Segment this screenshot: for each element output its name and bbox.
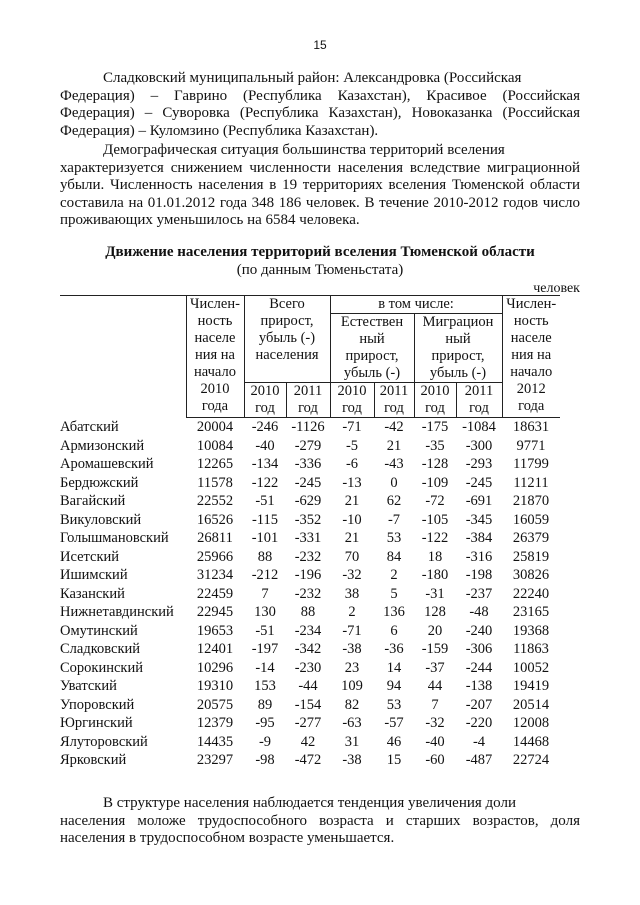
territory-name: Вагайский bbox=[60, 493, 126, 509]
territory-name: Бердюжский bbox=[60, 474, 139, 491]
table-cell: -14 bbox=[255, 659, 275, 676]
table-cell: 14468 bbox=[512, 733, 550, 750]
page-number: 15 bbox=[313, 38, 327, 52]
table-cell: -42 bbox=[384, 419, 404, 435]
table-cell: -40 bbox=[425, 733, 445, 750]
table-cell: 16526 bbox=[196, 511, 234, 528]
table-row bbox=[60, 603, 560, 622]
table-cell: 38 bbox=[344, 585, 360, 602]
table-cell: 20575 bbox=[196, 696, 234, 713]
table-row bbox=[60, 659, 560, 678]
table-cell: -44 bbox=[298, 678, 318, 694]
table-cell: -10 bbox=[342, 511, 362, 528]
table-cell: -6 bbox=[345, 456, 359, 472]
table-cell: 11863 bbox=[513, 641, 549, 657]
table-cell: -245 bbox=[294, 474, 322, 491]
table-cell: 19653 bbox=[196, 622, 234, 639]
table-body bbox=[60, 418, 560, 770]
table-cell: 70 bbox=[344, 548, 360, 565]
table-cell: -138 bbox=[465, 678, 493, 694]
territory-name: Сладковский bbox=[60, 641, 141, 657]
table-cell: 88 bbox=[300, 604, 316, 620]
header-natural-growth: Естествен ный прирост, убыль (-) bbox=[330, 314, 414, 383]
header-migration-2010: 2010 год bbox=[414, 383, 456, 418]
table-cell: 22945 bbox=[196, 604, 234, 620]
table-cell: -1126 bbox=[291, 419, 325, 435]
table-cell: -38 bbox=[342, 752, 362, 768]
table-cell: 88 bbox=[257, 548, 273, 565]
table-cell: 20 bbox=[427, 622, 443, 639]
table-cell: -57 bbox=[384, 715, 404, 731]
table-cell: 25966 bbox=[196, 548, 234, 565]
table-cell: -691 bbox=[465, 493, 493, 509]
table-title: Движение населения территорий вселения Тюменской области bbox=[105, 244, 535, 260]
table-cell: 23297 bbox=[196, 752, 234, 768]
table-cell: -105 bbox=[421, 511, 449, 528]
table-cell: 14435 bbox=[196, 733, 234, 750]
table-cell: -9 bbox=[258, 733, 272, 750]
territory-name: Сорокинский bbox=[60, 659, 143, 676]
table-cell: -196 bbox=[294, 567, 322, 583]
table-cell: -240 bbox=[465, 622, 493, 639]
header-total-growth: Всего прирост, убыль (-) населения bbox=[244, 296, 330, 383]
table-cell: 22552 bbox=[196, 493, 234, 509]
table-cell: -51 bbox=[255, 493, 275, 509]
table-cell: 26379 bbox=[512, 530, 550, 546]
table-cell: -35 bbox=[425, 437, 445, 454]
table-row bbox=[60, 696, 560, 715]
table-row bbox=[60, 585, 560, 604]
table-cell: 22724 bbox=[512, 752, 550, 768]
table-row bbox=[60, 437, 560, 456]
table-cell: -101 bbox=[251, 530, 279, 546]
table-cell: -13 bbox=[342, 474, 362, 491]
table-cell: -293 bbox=[465, 456, 493, 472]
table-cell: -316 bbox=[465, 548, 493, 565]
header-total-2010: 2010 год bbox=[244, 383, 286, 418]
text-line: Федерация) – Куломзино (Республика Казахстан). bbox=[60, 122, 379, 139]
table-cell: 19368 bbox=[512, 622, 550, 639]
table-row bbox=[60, 714, 560, 733]
header-migration-2011: 2011 год bbox=[456, 383, 502, 418]
table-cell: -122 bbox=[251, 474, 279, 491]
table-cell: 14 bbox=[386, 659, 402, 676]
table-cell: -244 bbox=[465, 659, 493, 676]
table-cell: -279 bbox=[294, 437, 322, 454]
table-cell: -232 bbox=[294, 548, 322, 565]
table-cell: -71 bbox=[342, 622, 362, 639]
text-line: В структуре населения наблюдается тенденция увеличения доли bbox=[103, 795, 516, 811]
table-cell: 62 bbox=[386, 493, 402, 509]
table-cell: -300 bbox=[465, 437, 493, 454]
table-cell: -345 bbox=[465, 511, 493, 528]
table-cell: 21870 bbox=[512, 493, 550, 509]
table-cell: 10296 bbox=[196, 659, 234, 676]
table-cell: -72 bbox=[425, 493, 445, 509]
table-cell: -220 bbox=[465, 715, 493, 731]
text-line: Федерация) – Гаврино (Республика Казахстан), Красивое (Российская bbox=[60, 87, 580, 104]
table-cell: -246 bbox=[251, 419, 279, 435]
table-cell: 21 bbox=[386, 437, 402, 454]
table-cell: 12265 bbox=[196, 456, 234, 472]
table-cell: 128 bbox=[424, 604, 446, 620]
table-cell: -51 bbox=[255, 622, 275, 639]
table-cell: -230 bbox=[294, 659, 322, 676]
table-row bbox=[60, 529, 560, 548]
table-subtitle: (по данным Тюменьстата) bbox=[236, 262, 404, 278]
table-cell: -32 bbox=[425, 715, 445, 731]
paragraph-district-villages bbox=[60, 70, 580, 140]
territory-name: Упоровский bbox=[60, 696, 135, 713]
territory-name: Аромашевский bbox=[60, 456, 154, 472]
text-line: населения моложе трудоспособного возраста и старших возрастов, доля bbox=[60, 812, 580, 829]
territory-name: Викуловский bbox=[60, 511, 142, 528]
text-line: Федерация) – Суворовка (Республика Казахстан), Новоказанка (Российская bbox=[60, 105, 580, 122]
table-cell: -154 bbox=[294, 696, 322, 713]
table-cell: 6 bbox=[390, 622, 398, 639]
table-cell: -95 bbox=[255, 715, 275, 731]
territory-name: Голышмановский bbox=[60, 530, 169, 546]
table-row bbox=[60, 677, 560, 696]
text-line: составила на 01.01.2012 года 348 186 человек. В течение 2010-2012 годов число bbox=[60, 194, 580, 211]
header-population-start: Числен- ность населе ния на начало 2010 года bbox=[186, 296, 244, 418]
table-cell: -37 bbox=[425, 659, 445, 676]
table-cell: 10084 bbox=[196, 437, 234, 454]
table-cell: -384 bbox=[465, 530, 493, 546]
header-total-2011: 2011 год bbox=[286, 383, 330, 418]
table-cell: -7 bbox=[387, 511, 401, 528]
table-cell: 11211 bbox=[513, 474, 549, 491]
table-cell: 18 bbox=[427, 548, 443, 565]
table-cell: -336 bbox=[294, 456, 322, 472]
table-cell: 136 bbox=[383, 604, 405, 620]
table-cell: -38 bbox=[342, 641, 362, 657]
table-cell: 2 bbox=[390, 567, 398, 583]
table-cell: -237 bbox=[465, 585, 493, 602]
table-cell: 18631 bbox=[512, 419, 550, 435]
table-cell: -71 bbox=[342, 419, 362, 435]
header-including: в том числе: bbox=[330, 296, 502, 314]
table-row bbox=[60, 751, 560, 770]
table-cell: -342 bbox=[294, 641, 322, 657]
table-cell: 94 bbox=[386, 678, 402, 694]
header-natural-2010: 2010 год bbox=[330, 383, 374, 418]
table-cell: 20514 bbox=[512, 696, 550, 713]
table-cell: -4 bbox=[472, 733, 486, 750]
table-cell: -180 bbox=[421, 567, 449, 583]
table-cell: 26811 bbox=[197, 530, 233, 546]
table-cell: -212 bbox=[251, 567, 279, 583]
table-cell: 5 bbox=[390, 585, 398, 602]
table-row bbox=[60, 511, 560, 530]
table-cell: 7 bbox=[261, 585, 269, 602]
table-cell: 12008 bbox=[512, 715, 550, 731]
table-cell: -232 bbox=[294, 585, 322, 602]
table-row bbox=[60, 492, 560, 511]
table-cell: 30826 bbox=[512, 567, 550, 583]
table-cell: 10052 bbox=[512, 659, 550, 676]
territory-name: Ялуторовский bbox=[60, 733, 148, 750]
table-cell: 9771 bbox=[516, 437, 546, 454]
territory-name: Юргинский bbox=[60, 715, 133, 731]
territory-name: Нижнетавдинский bbox=[60, 604, 174, 620]
table-cell: 31234 bbox=[196, 567, 234, 583]
table-cell: -1084 bbox=[462, 419, 496, 435]
table-cell: 2 bbox=[348, 604, 356, 620]
table-cell: 25819 bbox=[512, 548, 550, 565]
table-cell: -115 bbox=[251, 511, 279, 528]
table-cell: -5 bbox=[345, 437, 359, 454]
table-cell: 109 bbox=[341, 678, 363, 694]
table-cell: -207 bbox=[465, 696, 493, 713]
table-cell: 0 bbox=[390, 474, 398, 491]
text-line: характеризуется снижением численности населения вследствие миграционной bbox=[60, 159, 580, 176]
territory-name: Исетский bbox=[60, 548, 120, 565]
table-cell: -134 bbox=[251, 456, 279, 472]
table-cell: -36 bbox=[384, 641, 404, 657]
table-cell: 23 bbox=[344, 659, 360, 676]
table-cell: 84 bbox=[386, 548, 402, 565]
territory-name: Абатский bbox=[60, 418, 119, 435]
territory-name: Уватский bbox=[60, 678, 117, 694]
header-migration-growth: Миграцион ный прирост, убыль (-) bbox=[414, 314, 502, 383]
table-cell: 22459 bbox=[196, 585, 234, 602]
territory-name: Ярковский bbox=[60, 752, 127, 768]
text-line: населения в трудоспособном возрасте уменьшается. bbox=[60, 830, 395, 847]
header-population-end: Числен- ность населе ния на начало 2012 года bbox=[502, 296, 560, 418]
table-cell: -60 bbox=[425, 752, 445, 768]
table-row bbox=[60, 566, 560, 585]
territory-name: Ишимский bbox=[60, 567, 128, 583]
table-row bbox=[60, 418, 560, 437]
text-line: проживающих уменьшилось на 6584 человека. bbox=[60, 212, 360, 229]
table-cell: 19419 bbox=[512, 678, 550, 694]
table-cell: 12379 bbox=[196, 715, 234, 731]
table-units: человек bbox=[533, 281, 580, 296]
table-title-block bbox=[0, 243, 640, 279]
table-row bbox=[60, 548, 560, 567]
table-cell: 21 bbox=[344, 530, 360, 546]
table-cell: -629 bbox=[294, 493, 322, 509]
territory-name: Омутинский bbox=[60, 622, 138, 639]
table-row bbox=[60, 622, 560, 641]
table-row bbox=[60, 640, 560, 659]
table-cell: -122 bbox=[421, 530, 449, 546]
table-cell: 23165 bbox=[512, 604, 550, 620]
text-line: Демографическая ситуация большинства территорий вселения bbox=[103, 142, 505, 158]
table-cell: 130 bbox=[254, 604, 276, 620]
table-cell: -487 bbox=[465, 752, 493, 768]
paragraph-structure bbox=[60, 795, 580, 848]
table-cell: 12401 bbox=[196, 641, 234, 657]
table-cell: -48 bbox=[469, 604, 489, 620]
table-cell: -128 bbox=[421, 456, 449, 472]
table-cell: 16059 bbox=[512, 511, 550, 528]
header-territory bbox=[60, 296, 186, 418]
table-cell: 15 bbox=[386, 752, 402, 768]
table-cell: -31 bbox=[425, 585, 445, 602]
table-cell: 82 bbox=[344, 696, 360, 713]
table-cell: -277 bbox=[294, 715, 322, 731]
table-cell: 153 bbox=[254, 678, 276, 694]
table-cell: 7 bbox=[431, 696, 439, 713]
table-cell: -306 bbox=[465, 641, 493, 657]
table-cell: 44 bbox=[427, 678, 443, 694]
text-line: убыли. Численность населения в 19 территориях вселения Тюменской области bbox=[60, 177, 580, 194]
table-row bbox=[60, 455, 560, 474]
table-cell: -63 bbox=[342, 715, 362, 731]
table-cell: -352 bbox=[294, 511, 322, 528]
table-cell: -197 bbox=[251, 641, 279, 657]
table-cell: -109 bbox=[421, 474, 449, 491]
table-cell: 89 bbox=[257, 696, 273, 713]
table-cell: 20004 bbox=[196, 419, 234, 435]
table-cell: -331 bbox=[294, 530, 322, 546]
population-table bbox=[60, 295, 560, 770]
table-cell: -175 bbox=[421, 419, 449, 435]
table-cell: 11799 bbox=[513, 456, 549, 472]
paragraph-demographics bbox=[60, 142, 580, 230]
table-cell: -40 bbox=[255, 437, 275, 454]
table-cell: -159 bbox=[421, 641, 449, 657]
table-cell: 31 bbox=[344, 733, 360, 750]
table-cell: -472 bbox=[294, 752, 322, 768]
table-cell: 53 bbox=[386, 696, 402, 713]
table-cell: 46 bbox=[386, 733, 402, 750]
header-natural-2011: 2011 год bbox=[374, 383, 414, 418]
table-cell: 53 bbox=[386, 530, 402, 546]
table-cell: 11578 bbox=[197, 474, 233, 491]
table-cell: 42 bbox=[300, 733, 316, 750]
territory-name: Армизонский bbox=[60, 437, 145, 454]
table-cell: 22240 bbox=[512, 585, 550, 602]
table-row bbox=[60, 733, 560, 752]
territory-name: Казанский bbox=[60, 585, 125, 602]
text-line: Сладковский муниципальный район: Александровка (Российская bbox=[103, 70, 522, 86]
table-cell: -198 bbox=[465, 567, 493, 583]
table-cell: -234 bbox=[294, 622, 322, 639]
table-cell: -43 bbox=[384, 456, 404, 472]
table-cell: -98 bbox=[255, 752, 275, 768]
table-row bbox=[60, 474, 560, 493]
table-cell: -245 bbox=[465, 474, 493, 491]
table-cell: -32 bbox=[342, 567, 362, 583]
table-cell: 21 bbox=[344, 493, 360, 509]
table-cell: 19310 bbox=[196, 678, 234, 694]
